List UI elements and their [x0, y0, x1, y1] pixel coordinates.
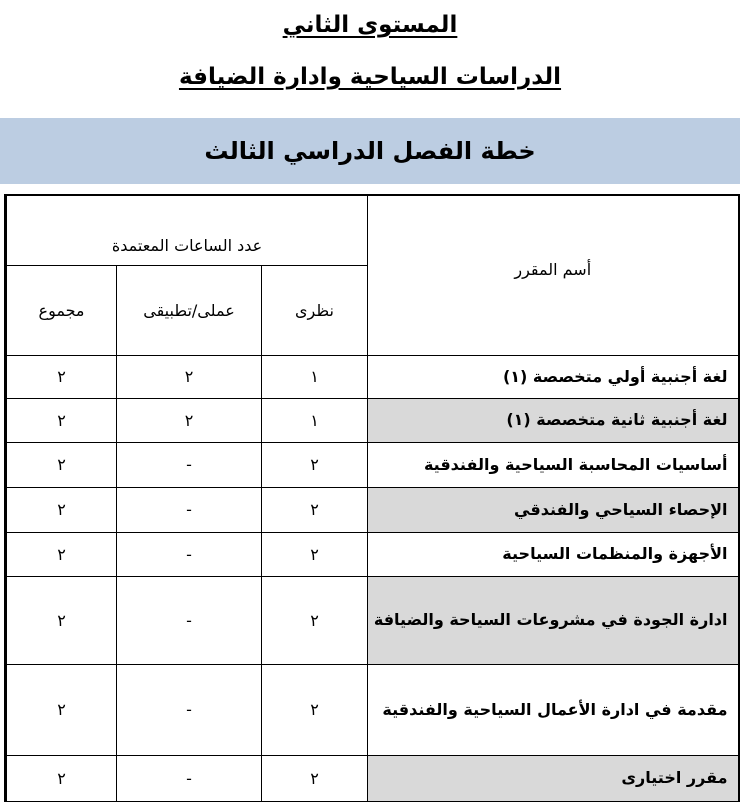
total-cell: ٢ [6, 487, 117, 532]
practical-cell: ٢ [117, 398, 262, 442]
table-row [6, 532, 740, 576]
theory-cell: ١ [262, 355, 368, 398]
practical-cell: - [117, 664, 262, 755]
course-name-cell: أساسيات المحاسبة السياحية والفندقية [368, 442, 740, 487]
practical-cell: - [117, 532, 262, 576]
course-name-cell: الإحصاء السياحي والفندقي [368, 487, 740, 532]
course-name-cell: لغة أجنبية ثانية متخصصة (١) [368, 398, 740, 442]
course-plan-table [4, 194, 740, 802]
total-cell: ٢ [6, 442, 117, 487]
total-cell: ٢ [6, 532, 117, 576]
theory-cell: ٢ [262, 442, 368, 487]
table-row [6, 442, 740, 487]
course-name-header-label: أسم المقرر [514, 260, 592, 279]
course-name-cell: ادارة الجودة في مشروعات السياحة والضيافة [368, 576, 740, 664]
total-cell: ٢ [6, 755, 117, 801]
table-row [6, 755, 740, 801]
table-row [6, 576, 740, 664]
credit-hours-group-header [6, 195, 368, 265]
table-row [6, 664, 740, 755]
total-cell: ٢ [6, 355, 117, 398]
theory-column-header [262, 265, 368, 355]
total-cell: ٢ [6, 398, 117, 442]
total-cell: ٢ [6, 664, 117, 755]
total-column-label: مجموع [38, 300, 85, 320]
practical-column-label: عملى/تطبيقى [143, 300, 235, 320]
semester-plan-banner [0, 118, 740, 184]
table-row [6, 487, 740, 532]
practical-cell: - [117, 487, 262, 532]
practical-cell: - [117, 442, 262, 487]
theory-cell: ١ [262, 398, 368, 442]
course-name-cell: مقدمة في ادارة الأعمال السياحية والفندقية [368, 664, 740, 755]
total-column-header [6, 265, 117, 355]
theory-cell: ٢ [262, 664, 368, 755]
program-title: الدراسات السياحية وادارة الضيافة [178, 64, 562, 90]
practical-cell: - [117, 755, 262, 801]
theory-cell: ٢ [262, 487, 368, 532]
practical-cell: - [117, 576, 262, 664]
theory-column-label: نظرى [295, 300, 334, 320]
practical-column-header [117, 265, 262, 355]
course-name-cell: الأجهزة والمنظمات السياحية [368, 532, 740, 576]
theory-cell: ٢ [262, 532, 368, 576]
course-name-cell: لغة أجنبية أولي متخصصة (١) [368, 355, 740, 398]
course-name-header [368, 195, 740, 355]
semester-plan-title: خطة الفصل الدراسي الثالث [204, 137, 536, 165]
theory-cell: ٢ [262, 755, 368, 801]
credit-hours-group-label: عدد الساعات المعتمدة [111, 235, 263, 255]
total-cell: ٢ [6, 576, 117, 664]
course-name-cell: مقرر اختيارى [368, 755, 740, 801]
practical-cell: ٢ [117, 355, 262, 398]
table-row [6, 398, 740, 442]
table-row [6, 355, 740, 398]
level-title: المستوى الثاني [282, 12, 458, 38]
theory-cell: ٢ [262, 576, 368, 664]
